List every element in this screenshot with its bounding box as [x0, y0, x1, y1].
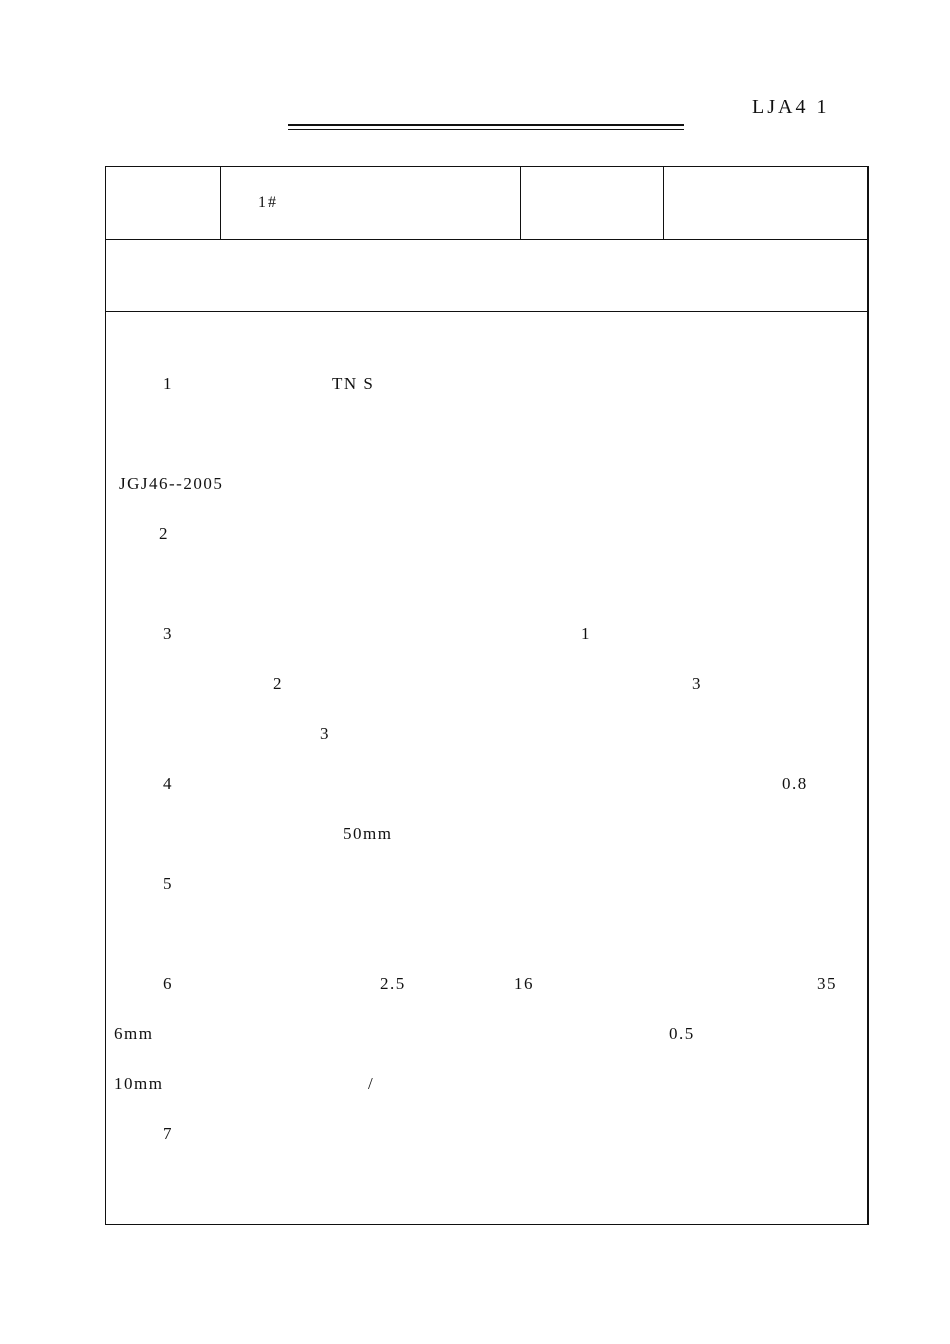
title-underline: [288, 124, 684, 126]
content-line-4: 2: [159, 524, 169, 543]
column-divider: [520, 167, 521, 239]
content-line-15-part-a: 10mm: [114, 1074, 164, 1093]
row-divider: [106, 239, 867, 240]
column-divider: [663, 167, 664, 239]
form-code: LJA4 1: [752, 96, 830, 118]
column-divider: [220, 167, 221, 239]
content-line-3: JGJ46--2005: [119, 474, 224, 493]
content-line-11: 5: [163, 874, 173, 893]
content-line-16: 7: [163, 1124, 173, 1143]
header-value-1-building: 1#: [258, 194, 278, 211]
header-value-1: [228, 194, 278, 212]
row-divider: [106, 311, 867, 312]
form-table: 1# 1 TN S JGJ46--2005 2 3 1 2 3 3 4 0.8 50mm 5 6 2.5 16 35 6mm 0.5 10mm / 7: [105, 166, 869, 1225]
document-title: [300, 70, 630, 110]
title-underline-thin: [288, 129, 684, 130]
